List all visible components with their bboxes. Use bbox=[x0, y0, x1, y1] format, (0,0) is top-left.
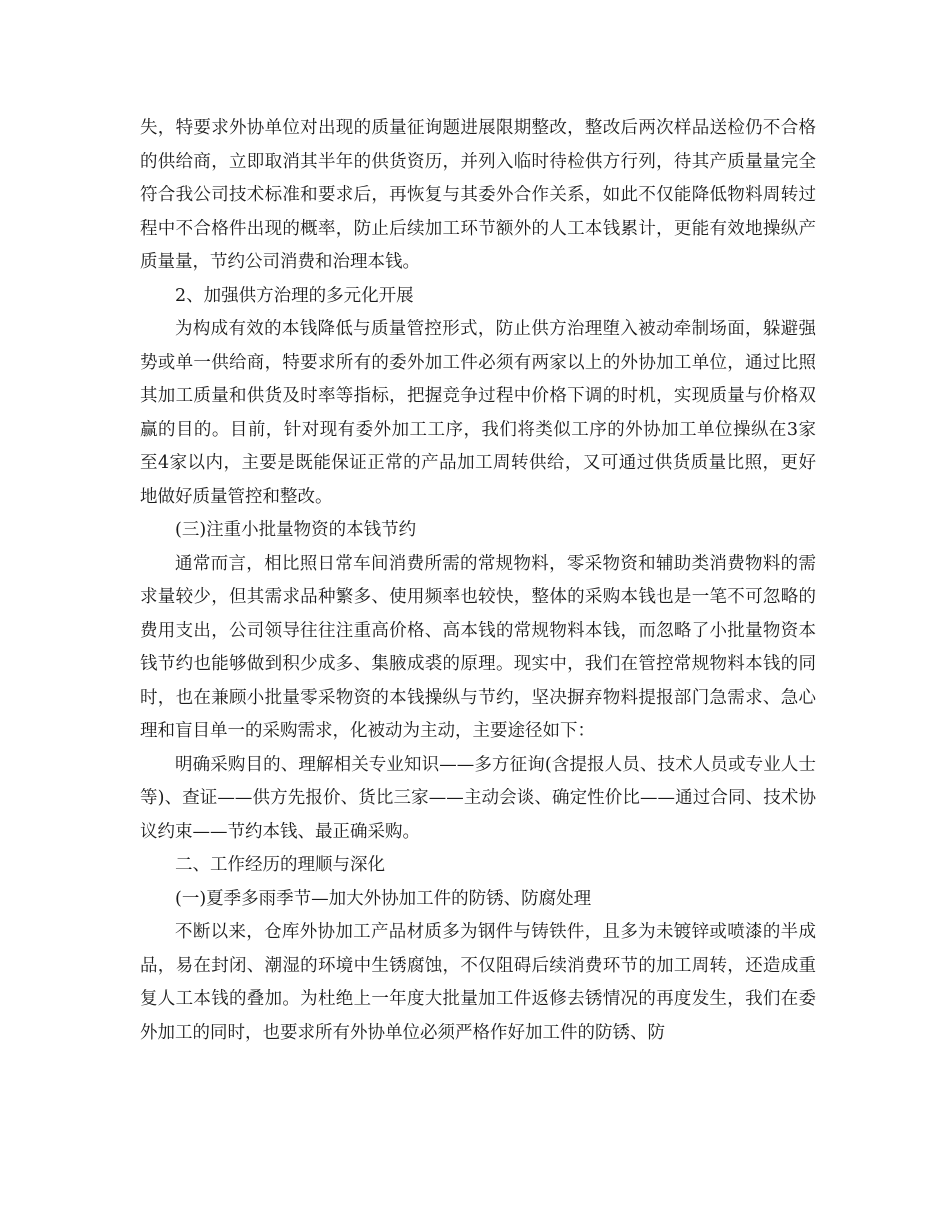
section-heading-supplier-diversification: 2、加强供方治理的多元化开展 bbox=[175, 285, 414, 306]
document-body bbox=[140, 112, 816, 1050]
paragraph-procurement-steps: 明确采购目的、理解相关专业知识——多方征询(含提报人员、技术人员或专业人士等)、查证——供方先报价、货比三家——主动会谈、确定性价比——通过合同、技术协议约束——节约本钱、最正确采购。 bbox=[140, 754, 816, 842]
paragraph-supplier-diversification: 为构成有效的本钱降低与质量管控形式，防止供方治理堕入被动牵制场面，躲避强势或单一供给商，特要求所有的委外加工件必须有两家以上的外协加工单位，通过比照其加工质量和供货及时率等指标，把握竞争过程中价格下调的时机，实现质量与价格双赢的目的。目前，针对现有委外加工工序，我们将类似工序的外协加工单位操纵在3家至4家以内，主要是既能保证正常的产品加工周转供给，又可通过供货质量比照，更好地做好质量管控和整改。 bbox=[140, 319, 816, 507]
paragraph-continuation: 失，特要求外协单位对出现的质量征询题进展限期整改，整改后两次样品送检仍不合格的供给商，立即取消其半年的供货资历，并列入临时待检供方行列，待其产质量量完全符合我公司技术标准和要求后，再恢复与其委外合作关系，如此不仅能降低物料周转过程中不合格件出现的概率，防止后续加工环节额外的人工本钱累计，更能有效地操纵产质量量，节约公司消费和治理本钱。 bbox=[140, 118, 816, 272]
section-heading-small-batch-savings: (三)注重小批量物资的本钱节约 bbox=[175, 520, 417, 540]
subsection-heading-rust-prevention: (一)夏季多雨季节—加大外协加工件的防锈、防腐处理 bbox=[175, 888, 592, 909]
section-heading-work-experience: 二、工作经历的理顺与深化 bbox=[175, 855, 385, 875]
paragraph-small-batch-savings: 通常而言，相比照日常车间消费所需的常规物料，零采物资和辅助类消费物料的需求量较少，但其需求品种繁多、使用频率也较快，整体的采购本钱也是一笔不可忽略的费用支出，公司领导往往注重高价格、高本钱的常规物料本钱，而忽略了小批量物资本钱节约也能够做到积少成多、集腋成裘的原理。现实中，我们在管控常规物料本钱的同时，也在兼顾小批量零采物资的本钱操纵与节约，坚决摒弃物料提报部门急需求、急心理和盲目单一的采购需求，化被动为主动，主要途径如下： bbox=[140, 553, 816, 741]
paragraph-rust-prevention: 不断以来，仓库外协加工产品材质多为钢件与铸铁件，且多为未镀锌或喷漆的半成品，易在封闭、潮湿的环境中生锈腐蚀，不仅阻碍后续消费环节的加工周转，还造成重复人工本钱的叠加。为杜绝上一年度大批量加工件返修去锈情况的再度发生，我们在委外加工的同时，也要求所有外协单位必须严格作好加工件的防锈、防 bbox=[140, 922, 816, 1043]
